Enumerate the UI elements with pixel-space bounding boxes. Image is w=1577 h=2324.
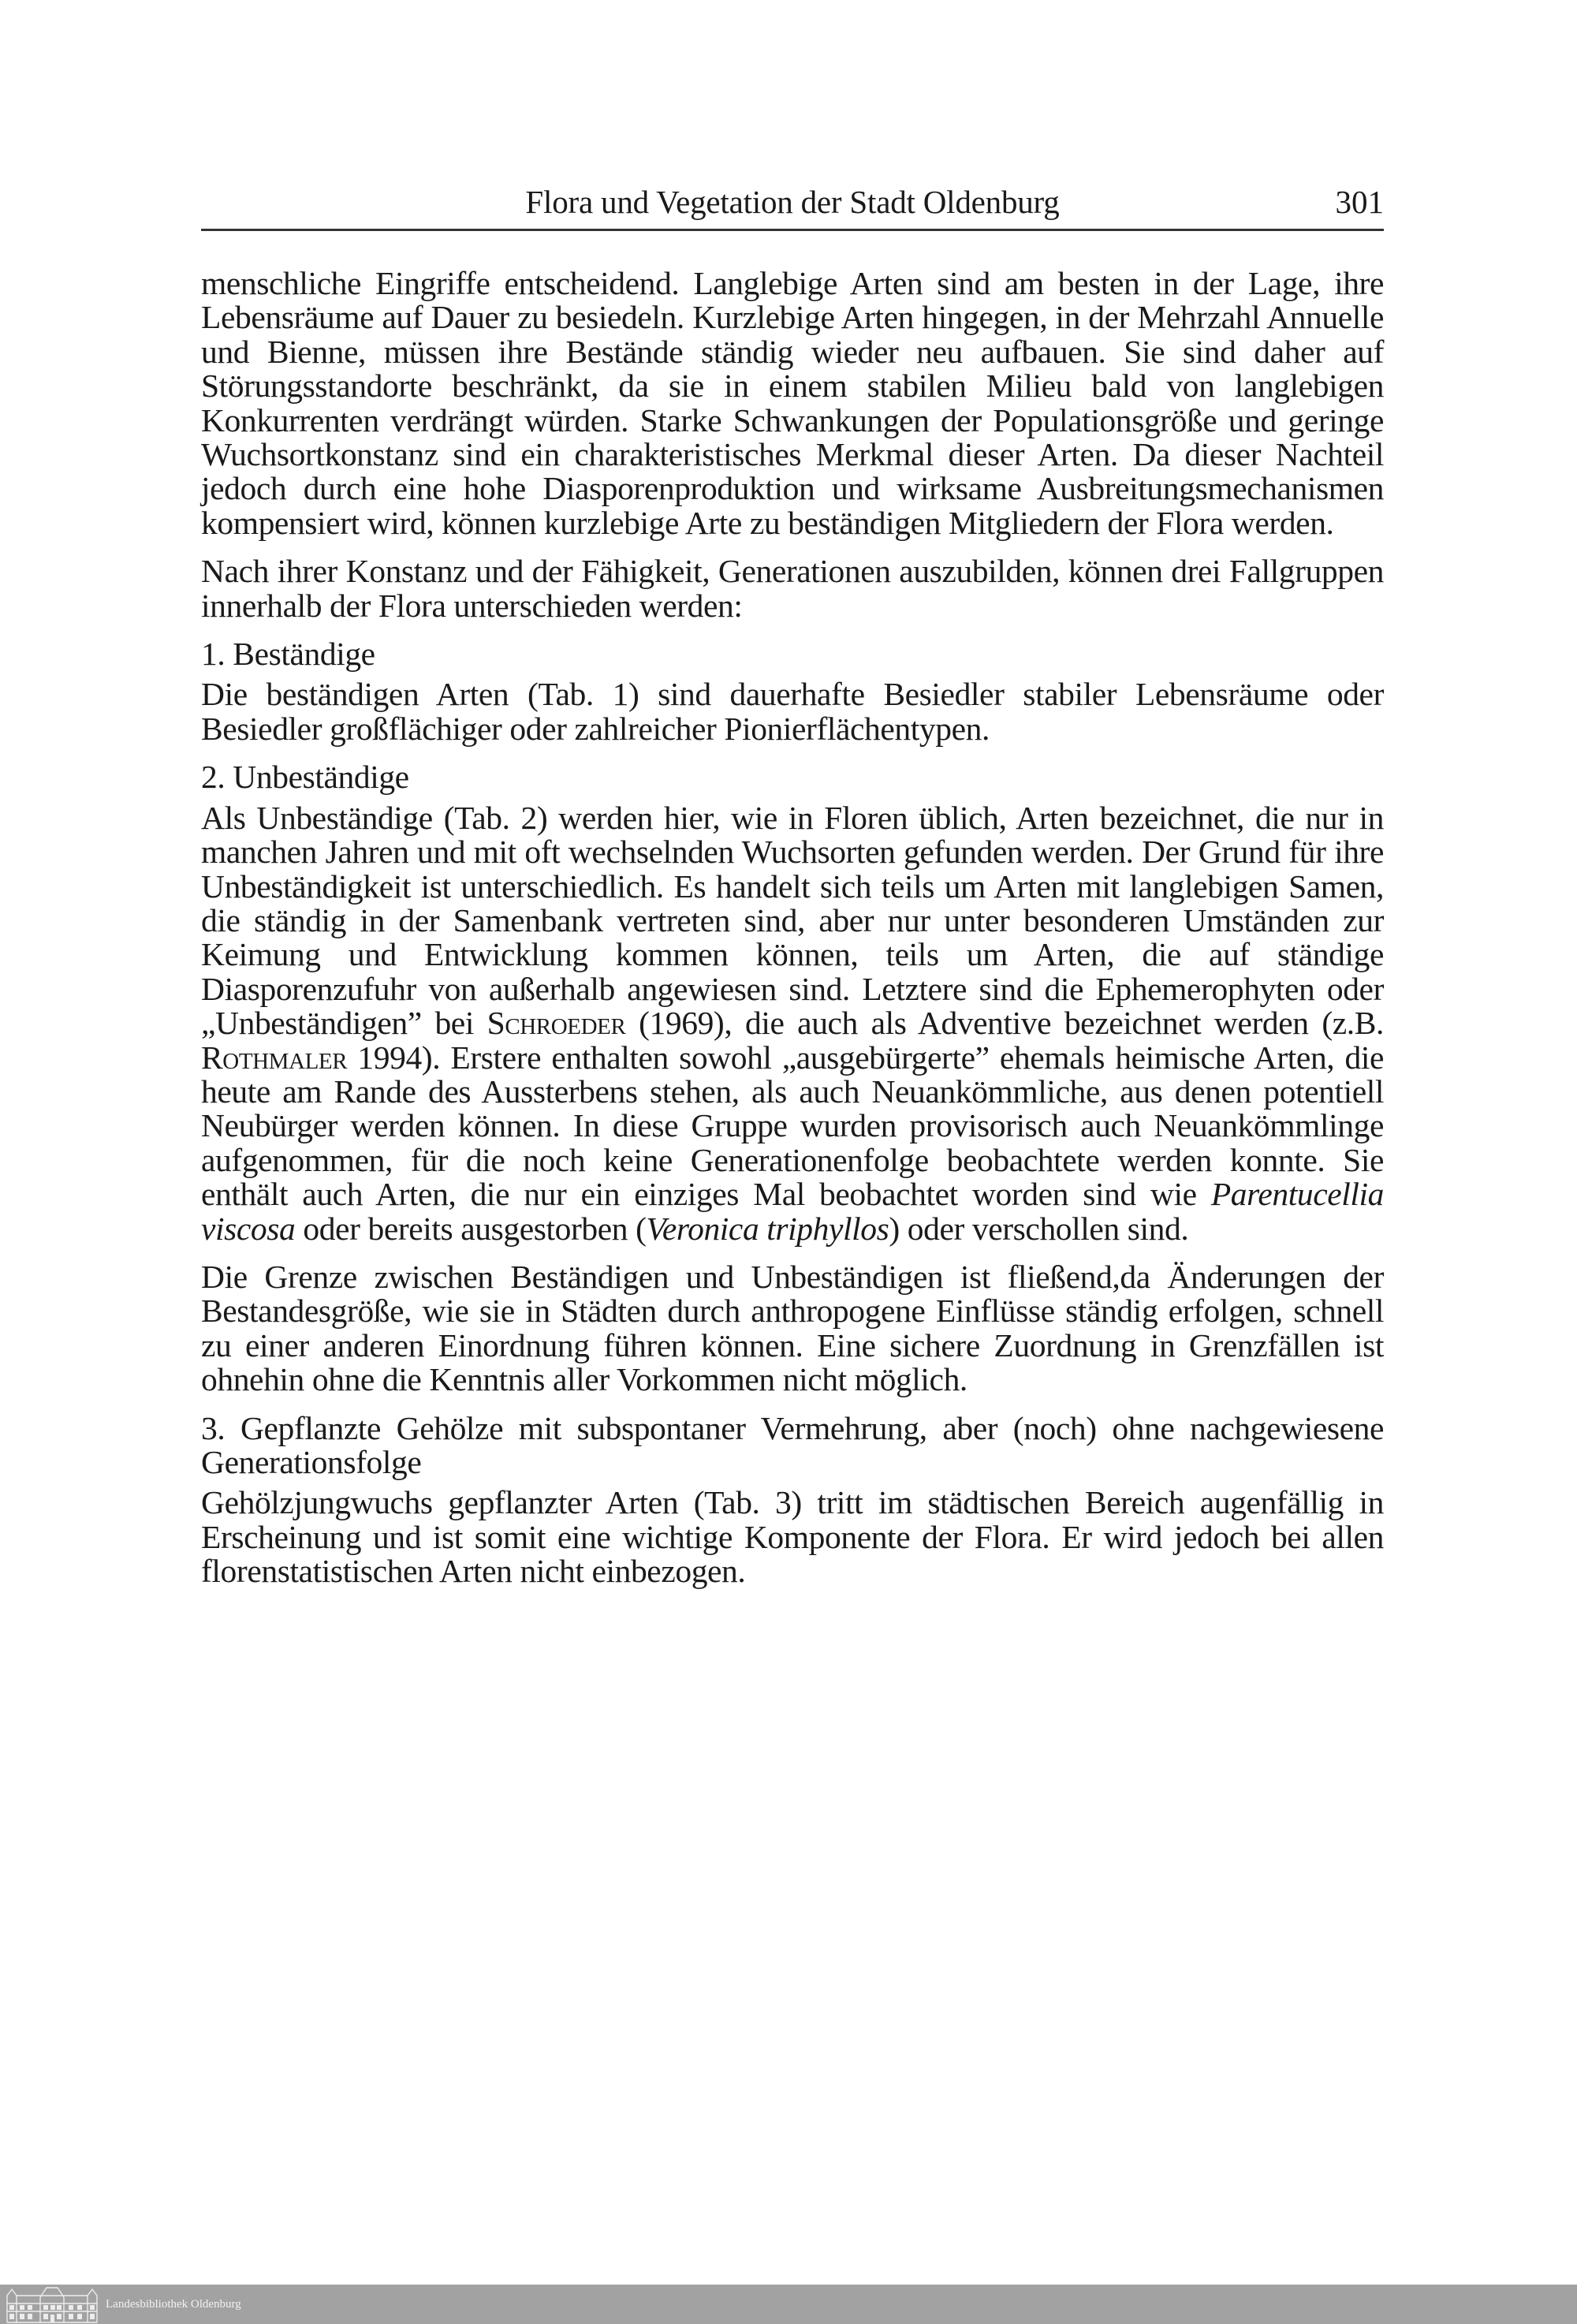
text-run: ) oder verschollen sind. <box>889 1210 1189 1247</box>
paragraph-case-groups: Nach ihrer Konstanz und der Fähigkeit, Generationen auszubilden, können drei Fallgruppen innerhalb der Flora unterschieden werden: <box>201 553 1384 624</box>
library-building-icon <box>6 2286 99 2324</box>
running-head <box>201 178 1384 226</box>
species-name: Veronica triphyllos <box>646 1210 889 1247</box>
heading-unbestaendige: 2. Unbeständige <box>201 759 409 796</box>
header-rule <box>201 229 1384 231</box>
heading-bestaendige: 1. Beständige <box>201 636 375 673</box>
text-run: oder bereits ausgestorben ( <box>295 1210 647 1247</box>
heading-gepflanzte-gehoelze: 3. Gepflanzte Gehölze mit subspontaner Vermehrung, aber (noch) ohne nachgewiesene Generationsfolge <box>201 1409 1384 1480</box>
text-run: (1969), die auch als Adventive bezeichnet werden (z.B. <box>625 1005 1384 1042</box>
paragraph-gehoelzjungwuchs: Gehölzjungwuchs gepflanzter Arten (Tab. 3) tritt im städtischen Bereich augenfällig in Erscheinung und ist somit eine wichtige Komponente der Flora. Er wird jedoch bei allen florenstatistischen Arten nicht einbezogen. <box>201 1484 1384 1590</box>
author-citation: Rothmaler <box>201 1039 348 1076</box>
species-name: Parentucellia viscosa <box>201 1176 1384 1247</box>
author-citation: Schroeder <box>487 1005 626 1042</box>
paragraph-unbestaendige <box>201 801 1384 1246</box>
text-run: 1994). Erstere enthalten sowohl „ausgebürgerte” ehemals heimische Arten, die heute am Rande des Aussterbens stehen, als auch Neuankömmliche, aus denen potentiell Neubürger werden können. In diese Gruppe wurden provisorisch auch Neuankömmlinge aufgenommen, für die noch keine Generationenfolge beobachtete werden konnte. Sie enthält auch Arten, die nur ein einziges Mal beobachtet worden sind wie <box>201 1039 1384 1213</box>
footer-bar <box>0 2285 1577 2324</box>
body-text <box>201 267 1384 1589</box>
paragraph-boundary: Die Grenze zwischen Beständigen und Unbeständigen ist fließend,da Änderungen der Bestandesgröße, wie sie in Städten durch anthropogene Einflüsse ständig erfolgen, schnell zu einer anderen Einordnung führen können. Eine sichere Zuordnung in Grenzfällen ist ohnehin ohne die Kenntnis aller Vorkommen nicht möglich. <box>201 1258 1384 1398</box>
text-run: Als Unbeständige (Tab. 2) werden hier, wie in Floren üblich, Arten bezeichnet, die nur in manchen Jahren und mit oft wechselnden Wuchsorten gefunden werden. Der Grund für ihre Unbeständigkeit ist unterschiedlich. Es handelt sich teils um Arten mit langlebigen Samen, die ständig in der Samenbank vertreten sind, aber nur unter besonderen Umständen zur Keimung und Entwicklung kommen können, teils um Arten, die auf ständige Diasporenzufuhr von außerhalb angewiesen sind. Letztere sind die Ephemerophyten oder „Unbeständigen” bei <box>201 799 1384 1042</box>
library-name: Landesbibliothek Oldenburg <box>106 2298 241 2311</box>
page-number: 301 <box>1335 184 1384 220</box>
running-title: Flora und Vegetation der Stadt Oldenburg <box>525 184 1060 220</box>
paragraph-bestaendige: Die beständigen Arten (Tab. 1) sind dauerhafte Besiedler stabiler Lebensräume oder Besiedler großflächiger oder zahlreicher Pionierflächentypen. <box>201 676 1384 747</box>
paragraph-lifespan: menschliche Eingriffe entscheidend. Langlebige Arten sind am besten in der Lage, ihre Lebensräume auf Dauer zu besiedeln. Kurzlebige Arten hingegen, in der Mehrzahl Annuelle und Bienne, müssen ihre Bestände ständig wieder neu aufbauen. Sie sind daher auf Störungsstandorte beschränkt, da sie in einem stabilen Milieu bald von langlebigen Konkurrenten verdrängt würden. Starke Schwankungen der Populationsgröße und geringe Wuchsortkonstanz sind ein charakteristisches Merkmal dieser Arten. Da dieser Nachteil jedoch durch eine hohe Diasporenproduktion und wirksame Ausbreitungsmechanismen kompensiert wird, können kurzlebige Arte zu beständigen Mitgliedern der Flora werden. <box>201 265 1384 541</box>
